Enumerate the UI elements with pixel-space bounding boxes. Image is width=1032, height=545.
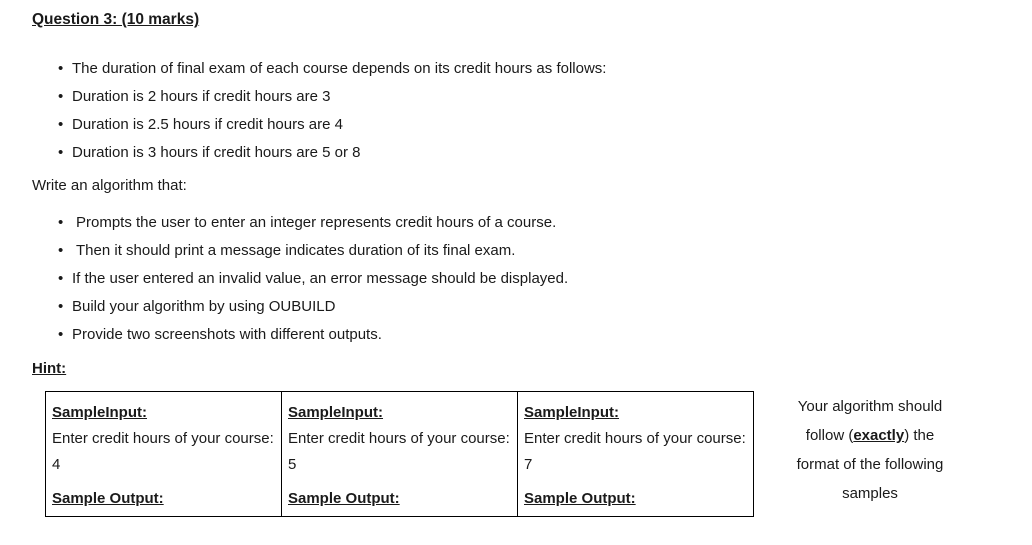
requirements-list <box>58 212 568 352</box>
sample-value: 5 <box>288 456 297 473</box>
sample-input-label: SampleInput: <box>288 404 384 421</box>
bullet-icon: • <box>58 214 64 231</box>
emphasis-text: exactly <box>853 427 905 444</box>
samples-table <box>45 391 754 517</box>
sample-input-label: SampleInput: <box>524 404 620 421</box>
rules-list <box>58 58 606 170</box>
sample-prompt: Enter credit hours of your course: <box>52 430 274 447</box>
bullet-icon: • <box>58 88 64 105</box>
sample-prompt: Enter credit hours of your course: <box>288 430 510 447</box>
note-line: format of the following <box>796 456 944 473</box>
note-line: follow (exactly) the <box>805 427 935 444</box>
intro-text: Write an algorithm that: <box>32 177 187 194</box>
list-item: • Duration is 2.5 hours if credit hours are 4 <box>58 114 606 142</box>
sample-output-label: Sample Output: <box>52 490 164 507</box>
note-line: Your algorithm should <box>797 398 943 415</box>
note-line: samples <box>842 485 898 502</box>
sample-value: 4 <box>52 456 61 473</box>
list-item: • Provide two screenshots with different outputs. <box>58 324 568 352</box>
bullet-icon: • <box>58 270 64 287</box>
sample-cell-1 <box>46 392 282 517</box>
table-row <box>46 392 754 517</box>
sample-output-label: Sample Output: <box>288 490 400 507</box>
list-item: • If the user entered an invalid value, an error message should be displayed. <box>58 268 568 296</box>
bullet-icon: • <box>58 116 64 133</box>
list-item: • Prompts the user to enter an integer represents credit hours of a course. <box>58 212 568 240</box>
list-item: • Duration is 3 hours if credit hours are 5 or 8 <box>58 142 606 170</box>
sample-input-label: SampleInput: <box>52 404 148 421</box>
sample-cell-2 <box>282 392 518 517</box>
list-item: • Build your algorithm by using OUBUILD <box>58 296 568 324</box>
bullet-icon: • <box>58 326 64 343</box>
bullet-icon: • <box>58 298 64 315</box>
bullet-icon: • <box>58 144 64 161</box>
sample-value: 7 <box>524 456 533 473</box>
sample-cell-3 <box>518 392 754 517</box>
list-item: • Duration is 2 hours if credit hours are 3 <box>58 86 606 114</box>
question-title: Question 3: (10 marks) <box>32 11 200 28</box>
list-item: • Then it should print a message indicates duration of its final exam. <box>58 240 568 268</box>
sample-output-label: Sample Output: <box>524 490 636 507</box>
bullet-icon: • <box>58 60 64 77</box>
bullet-icon: • <box>58 242 64 259</box>
sample-prompt: Enter credit hours of your course: <box>524 430 746 447</box>
list-item: • The duration of final exam of each course depends on its credit hours as follows: <box>58 58 606 86</box>
format-note <box>780 392 960 508</box>
hint-label: Hint: <box>32 360 67 377</box>
